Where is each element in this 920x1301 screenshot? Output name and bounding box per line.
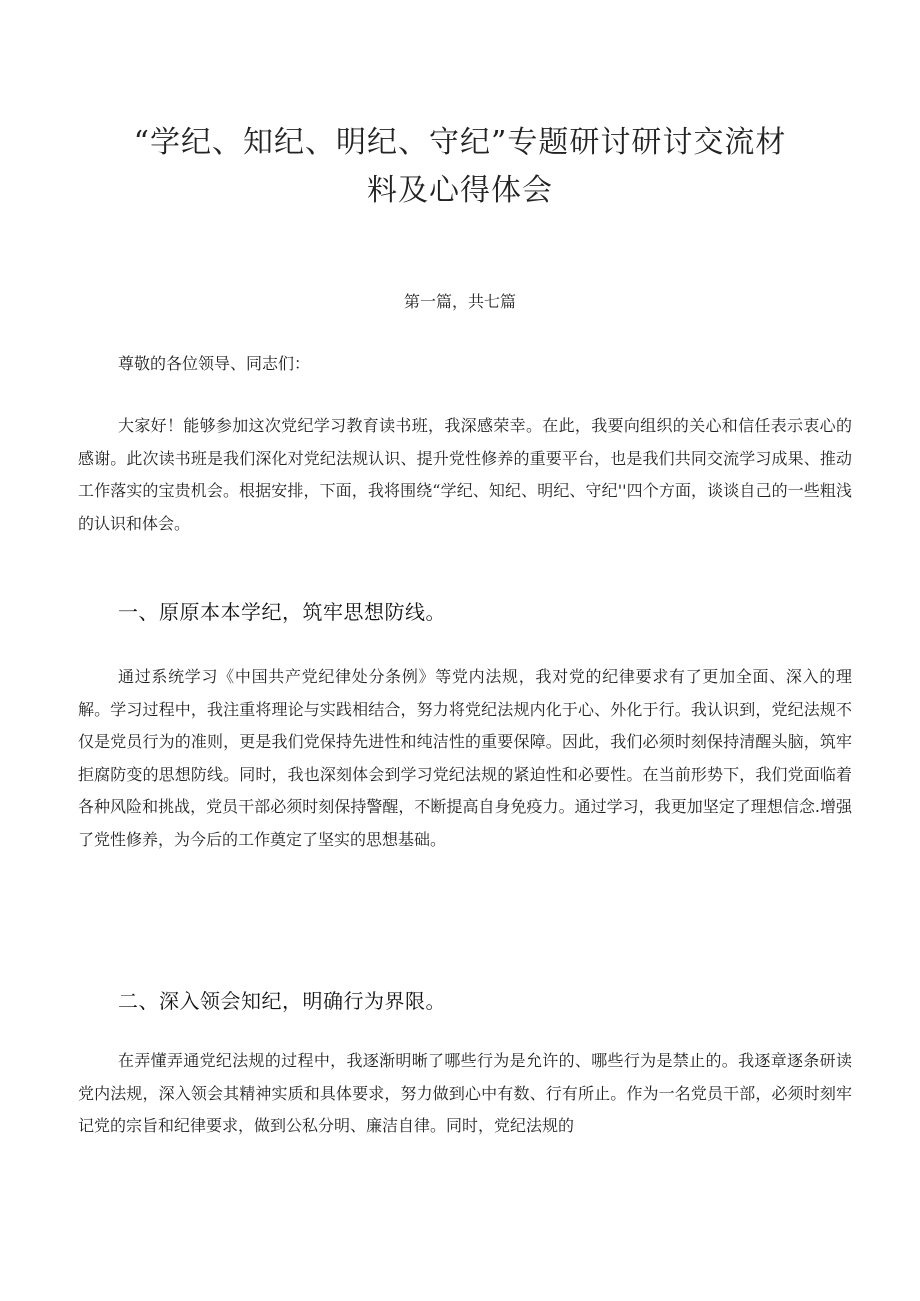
document-title-line-2: 料及心得体会 (367, 173, 553, 208)
section-1-body: 通过系统学习《中国共产党纪律处分条例》等党内法规，我对党的纪律要求有了更加全面、深入的理解。学习过程中，我注重将理论与实践相结合，努力将党纪法规内化于心、外化于行。我认识到，党纪法规不仅是党员行为的准则，更是我们党保持先进性和纯洁性的重要保障。因此，我们必须时刻保持清醒头脑，筑牢拒腐防变的思想防线。同时，我也深刻体会到学习党纪法规的紧迫性和必要性。在当前形势下，我们党面临着各种风险和挑战，党员干部必须时刻保持警醒，不断提高自身免疫力。通过学习，我更加坚定了理想信念.增强了党性修养，为今后的工作奠定了坚实的思想基础。 (78, 667, 852, 849)
document-title-line-1: “学纪、知纪、明纪、守纪”专题研讨研讨交流材 (133, 125, 787, 160)
intro-paragraph: 大家好！能够参加这次党纪学习教育读书班，我深感荣幸。在此，我要向组织的关心和信任表示衷心的感谢。此次读书班是我们深化对党纪法规认识、提升党性修养的重要平台，也是我们共同交流学习成果、推动工作落实的宝贵机会。根据安排，下面，我将围绕“学纪、知纪、明纪、守纪''四个方面，谈谈自己的一些粗浅的认识和体会。 (78, 416, 852, 533)
part-indicator: 第一篇，共七篇 (403, 292, 516, 311)
salutation: 尊敬的各位领导、同志们： (118, 354, 311, 373)
section-2-body: 在弄懂弄通党纪法规的过程中，我逐渐明晰了哪些行为是允许的、哪些行为是禁止的。我逐章逐条研读党内法规，深入领会其精神实质和具体要求，努力做到心中有数、行有所止。作为一名党员干部，必须时刻牢记党的宗旨和纪律要求，做到公私分明、廉洁自律。同时，党纪法规的 (78, 1051, 852, 1135)
section-2-heading: 二、深入领会知纪，明确行为界限。 (118, 989, 446, 1013)
section-1-heading: 一、原原本本学纪，筑牢思想防线。 (118, 600, 446, 624)
